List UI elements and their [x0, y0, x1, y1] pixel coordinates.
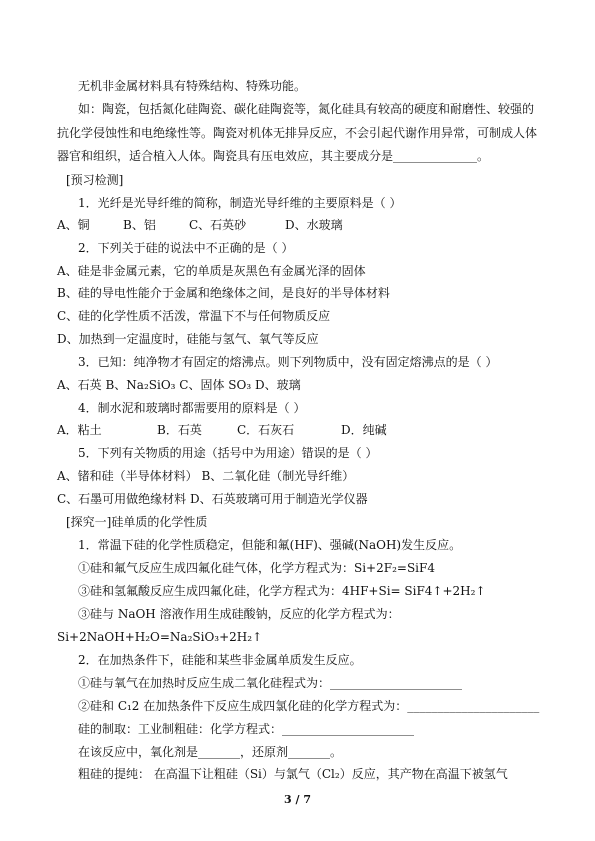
option: D、水玻璃: [285, 218, 343, 232]
reaction-chlorine: ②硅和 C₁2 在加热条件下反应生成四氯化硅的化学方程式为：______________________: [78, 699, 540, 713]
option: D．纯碱: [341, 423, 387, 437]
reaction-oxygen: ①硅与氧气在加热时反应生成二氧化硅程式为：______________________: [78, 676, 463, 690]
option: C、石英砂: [189, 218, 247, 232]
option: C．石灰石: [237, 423, 295, 437]
reaction-hf: ③硅和氢氟酸反应生成四氟化硅，化学方程式为：4HF+Si= SiF4↑+2H₂↑: [78, 584, 486, 598]
question-4-options: [57, 422, 387, 438]
reaction-naoh-equation: Si+2NaOH+H₂O=Na₂SiO₃+2H₂↑: [57, 630, 263, 644]
question-1: 1．光纤是光导纤维的简称，制造光导纤维的主要原料是（ ）: [78, 196, 402, 210]
silicon-preparation: 硅的制取：工业制粗硅：化学方程式：______________________: [78, 722, 415, 736]
page-number: 3 / 7: [284, 793, 311, 806]
option: A、铜: [57, 218, 90, 232]
intro-line-2: 如：陶瓷，包括氮化硅陶瓷、碳化硅陶瓷等，氮化硅具有较高的硬度和耐磨性、较强的: [78, 102, 535, 116]
option: B．石英: [157, 423, 202, 437]
explore-point-1: 1．常温下硅的化学性质稳定，但能和氟(HF)、强碱(NaOH)发生反应。: [78, 538, 462, 552]
oxidant-reductant: 在该反应中，氧化剂是_______，还原剂_______。: [78, 745, 343, 759]
explore-header: [探究一]硅单质的化学性质: [66, 515, 208, 529]
silicon-refining: 粗硅的提纯： 在高温下让粗硅（Si）与氯气（Cl₂）反应，其产物在高温下被氢气: [78, 767, 508, 781]
question-5-options-ab: A、锗和硅（半导体材料） B、二氧化硅（制光导纤维）: [57, 469, 355, 483]
question-5: 5．下列有关物质的用途（括号中为用途）错误的是（ ）: [78, 446, 378, 460]
question-3: 3．已知：纯净物才有固定的熔沸点。则下列物质中，没有固定熔沸点的是（ ）: [78, 355, 498, 369]
question-3-options: A、石英 B、Na₂SiO₃ C、固体 SO₃ D、玻璃: [57, 378, 301, 392]
question-2-option-d: D、加热到一定温度时，硅能与氢气、氧气等反应: [57, 332, 319, 346]
question-1-options: [57, 217, 343, 233]
question-2-option-a: A、硅是非金属元素，它的单质是灰黑色有金属光泽的固体: [57, 264, 366, 278]
question-5-options-cd: C、石墨可用做绝缘材料 D、石英玻璃可用于制造光学仪器: [57, 492, 368, 506]
intro-line-1: 无机非金属材料具有特殊结构、特殊功能。: [78, 79, 307, 93]
option: B、铝: [123, 218, 156, 232]
reaction-fluorine: ①硅和氟气反应生成四氟化硅气体，化学方程式为：Si+2F₂=SiF4: [78, 561, 435, 575]
preview-header: [预习检测]: [66, 173, 124, 187]
intro-line-3: 抗化学侵蚀性和电绝缘性等。陶瓷对机体无排异反应，不会引起代谢作用异常，可制成人体: [57, 126, 538, 140]
explore-point-2: 2．在加热条件下，硅能和某些非金属单质发生反应。: [78, 653, 362, 667]
question-2: 2．下列关于硅的说法中不正确的是（ ）: [78, 241, 294, 255]
reaction-naoh: ③硅与 NaOH 溶液作用生成硅酸钠，反应的化学方程式为：: [78, 607, 400, 621]
question-2-option-b: B、硅的导电性能介于金属和绝缘体之间，是良好的半导体材料: [57, 286, 390, 300]
question-4: 4．制水泥和玻璃时都需要用的原料是（ ）: [78, 401, 306, 415]
intro-line-4: 器官和组织，适合植入人体。陶瓷具有压电效应，其主要成分是______________。: [57, 149, 490, 163]
option: A．粘土: [57, 423, 102, 437]
question-2-option-c: C、硅的化学性质不活泼，常温下不与任何物质反应: [57, 309, 331, 323]
